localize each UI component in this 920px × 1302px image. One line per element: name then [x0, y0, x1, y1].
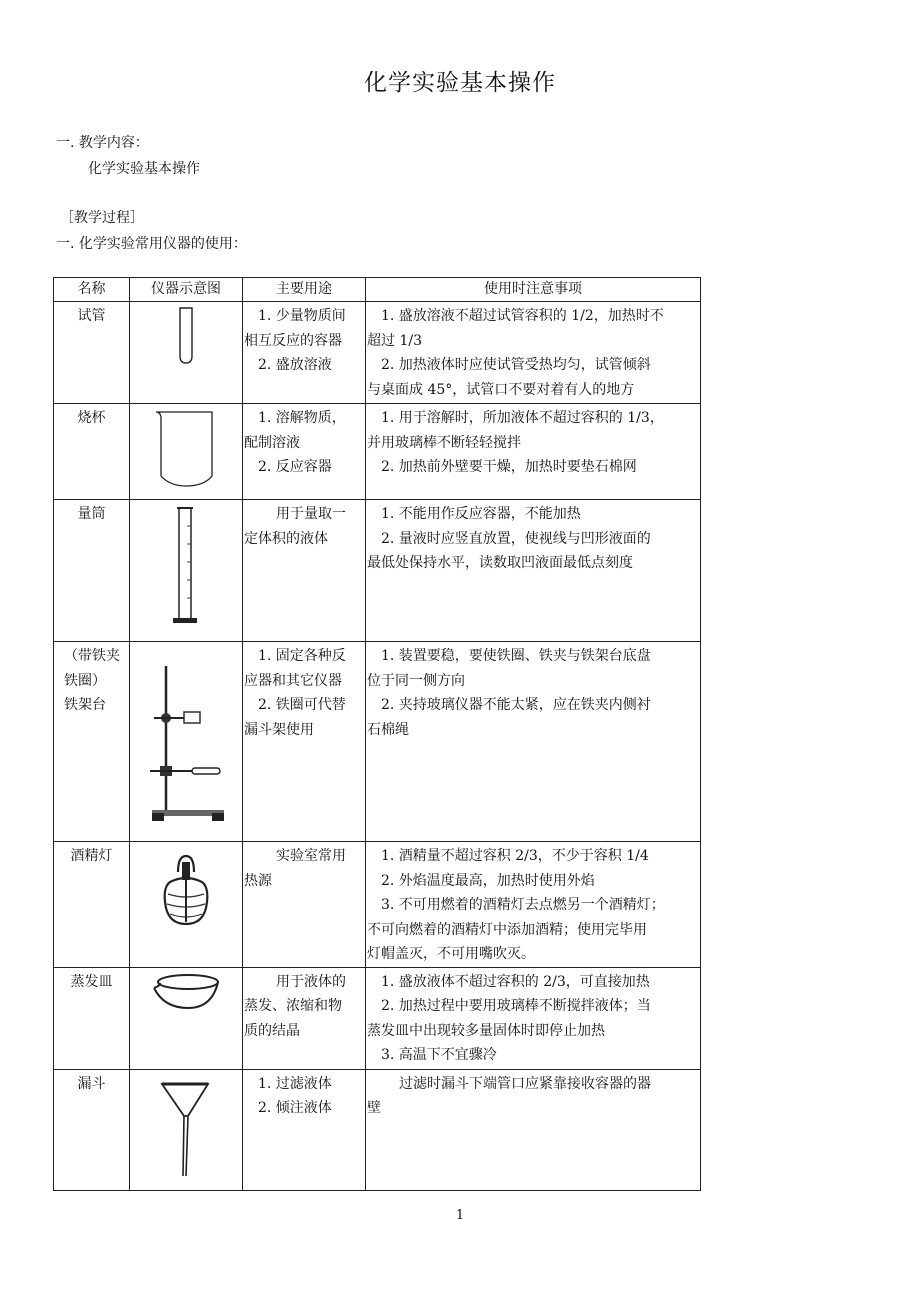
- note-line: 蒸发皿中出现较多量固体时即停止加热: [367, 1022, 605, 1039]
- table-header-row: [54, 278, 701, 302]
- instrument-notes: [366, 404, 701, 500]
- note-line: 1. 酒精量不超过容积 2/3，不少于容积 1/4: [381, 848, 649, 864]
- instrument-uses: [243, 500, 366, 642]
- header-diagram: 仪器示意图: [130, 278, 243, 302]
- instrument-notes: [366, 1069, 701, 1190]
- instrument-diagram: [130, 302, 243, 404]
- table-row: [54, 642, 701, 842]
- instrument-table: [53, 277, 701, 1191]
- instrument-name: 试管: [54, 302, 130, 404]
- use-line: 1. 过滤液体: [258, 1075, 332, 1092]
- use-line: 1. 固定各种反: [258, 648, 346, 664]
- instrument-notes: [366, 302, 701, 404]
- use-line: 2. 盛放溶液: [258, 357, 332, 373]
- table-row: [54, 500, 701, 642]
- section-1-content: 化学实验基本操作: [88, 161, 200, 177]
- instrument-diagram: [130, 642, 243, 842]
- use-line: 热源: [244, 872, 272, 889]
- instrument-uses: [243, 842, 366, 968]
- instrument-name: 酒精灯: [54, 842, 130, 968]
- test-tube-icon: [176, 354, 196, 370]
- table-row: [54, 1069, 701, 1190]
- note-line: 2. 外焰温度最高，加热时使用外焰: [381, 872, 595, 889]
- header-notes: 使用时注意事项: [366, 278, 701, 302]
- note-line: 最低处保持水平，读数取凹液面最低点刻度: [367, 555, 633, 571]
- instrument-notes: [366, 842, 701, 968]
- use-line: 1. 溶解物质，: [258, 410, 346, 426]
- note-line: 2. 量液时应竖直放置，使视线与凹形液面的: [381, 530, 651, 547]
- page-number: 1: [455, 1208, 465, 1223]
- note-line: 灯帽盖灭，不可用嘴吹灭。: [367, 946, 535, 962]
- instrument-notes: [366, 967, 701, 1069]
- note-line: 3. 不可用燃着的酒精灯去点燃另一个酒精灯；: [381, 897, 665, 913]
- instrument-uses: [243, 642, 366, 842]
- instrument-notes: [366, 642, 701, 842]
- instrument-diagram: [130, 1069, 243, 1190]
- header-use: 主要用途: [243, 278, 366, 302]
- section-2-heading: 一. 化学实验常用仪器的使用：: [56, 236, 247, 252]
- instrument-name: 烧杯: [54, 404, 130, 500]
- note-line: 1. 盛放液体不超过容积的 2/3，可直接加热: [381, 973, 650, 990]
- note-line: 1. 装置要稳，要使铁圈、铁夹与铁架台底盘: [381, 648, 651, 664]
- instrument-uses: [243, 1069, 366, 1190]
- table-row: [54, 967, 701, 1069]
- header-name: 名称: [54, 278, 130, 302]
- table-row: [54, 302, 701, 404]
- note-line: 与桌面成 45°，试管口不要对着有人的地方: [367, 381, 635, 398]
- instrument-notes: [366, 500, 701, 642]
- instrument-name: [54, 642, 130, 842]
- note-line: 石棉绳: [367, 721, 409, 738]
- iron-stand-icon: [136, 816, 236, 832]
- note-line: 3. 高温下不宜骤冷: [381, 1047, 497, 1063]
- name-line: 铁圈）: [64, 672, 106, 689]
- note-line: 2. 加热液体时应使试管受热均匀，试管倾斜: [381, 357, 651, 373]
- use-line: 用于液体的: [276, 973, 346, 990]
- use-line: 实验室常用: [276, 848, 346, 864]
- teaching-process-label: ［教学过程］: [60, 210, 144, 226]
- use-line: 应器和其它仪器: [244, 672, 342, 689]
- instrument-diagram: [130, 404, 243, 500]
- use-line: 2. 铁圈可代替: [258, 697, 346, 713]
- use-line: 用于量取一: [276, 506, 346, 522]
- table-row: [54, 842, 701, 968]
- instrument-uses: [243, 302, 366, 404]
- instrument-name: 蒸发皿: [54, 967, 130, 1069]
- instrument-name: 量筒: [54, 500, 130, 642]
- name-line: 铁架台: [64, 697, 106, 713]
- note-line: 2. 加热前外壁要干燥，加热时要垫石棉网: [381, 459, 637, 475]
- instrument-diagram: [130, 842, 243, 968]
- name-line: （带铁夹: [64, 648, 120, 664]
- note-line: 2. 加热过程中要用玻璃棒不断搅拌液体；当: [381, 998, 651, 1014]
- use-line: 质的结晶: [244, 1022, 300, 1039]
- use-line: 定体积的液体: [244, 530, 328, 547]
- use-line: 蒸发、浓缩和物: [244, 998, 342, 1014]
- note-line: 1. 用于溶解时，所加液体不超过容积的 1/3，: [381, 410, 664, 426]
- instrument-diagram: [130, 967, 243, 1069]
- alcohol-lamp-icon: [158, 918, 214, 934]
- graduated-cylinder-icon: [171, 616, 201, 632]
- note-line: 位于同一侧方向: [367, 672, 465, 689]
- section-1-heading: 一. 教学内容：: [56, 135, 149, 151]
- note-line: 1. 不能用作反应容器，不能加热: [381, 506, 581, 522]
- table-row: [54, 404, 701, 500]
- instrument-name: 漏斗: [54, 1069, 130, 1190]
- use-line: 2. 反应容器: [258, 459, 332, 475]
- use-line: 配制溶液: [244, 434, 300, 451]
- use-line: 相互反应的容器: [244, 332, 342, 349]
- evaporating-dish-icon: [150, 1000, 222, 1016]
- use-line: 2. 倾注液体: [258, 1100, 332, 1116]
- instrument-uses: [243, 967, 366, 1069]
- note-line: 过滤时漏斗下端管口应紧靠接收容器的器: [399, 1075, 651, 1092]
- note-line: 超过 1/3: [367, 332, 422, 349]
- note-line: 1. 盛放溶液不超过试管容积的 1/2，加热时不: [381, 308, 664, 324]
- beaker-icon: [154, 478, 218, 494]
- instrument-uses: [243, 404, 366, 500]
- note-line: 不可向燃着的酒精灯中添加酒精；使用完毕用: [367, 921, 647, 938]
- use-line: 1. 少量物质间: [258, 308, 346, 324]
- instrument-diagram: [130, 500, 243, 642]
- page-title: 化学实验基本操作: [364, 70, 556, 96]
- note-line: 2. 夹持玻璃仪器不能太紧，应在铁夹内侧衬: [381, 697, 651, 713]
- use-line: 漏斗架使用: [244, 721, 314, 738]
- funnel-icon: [158, 1168, 214, 1184]
- note-line: 壁: [367, 1100, 381, 1116]
- note-line: 并用玻璃棒不断轻轻搅拌: [367, 434, 521, 451]
